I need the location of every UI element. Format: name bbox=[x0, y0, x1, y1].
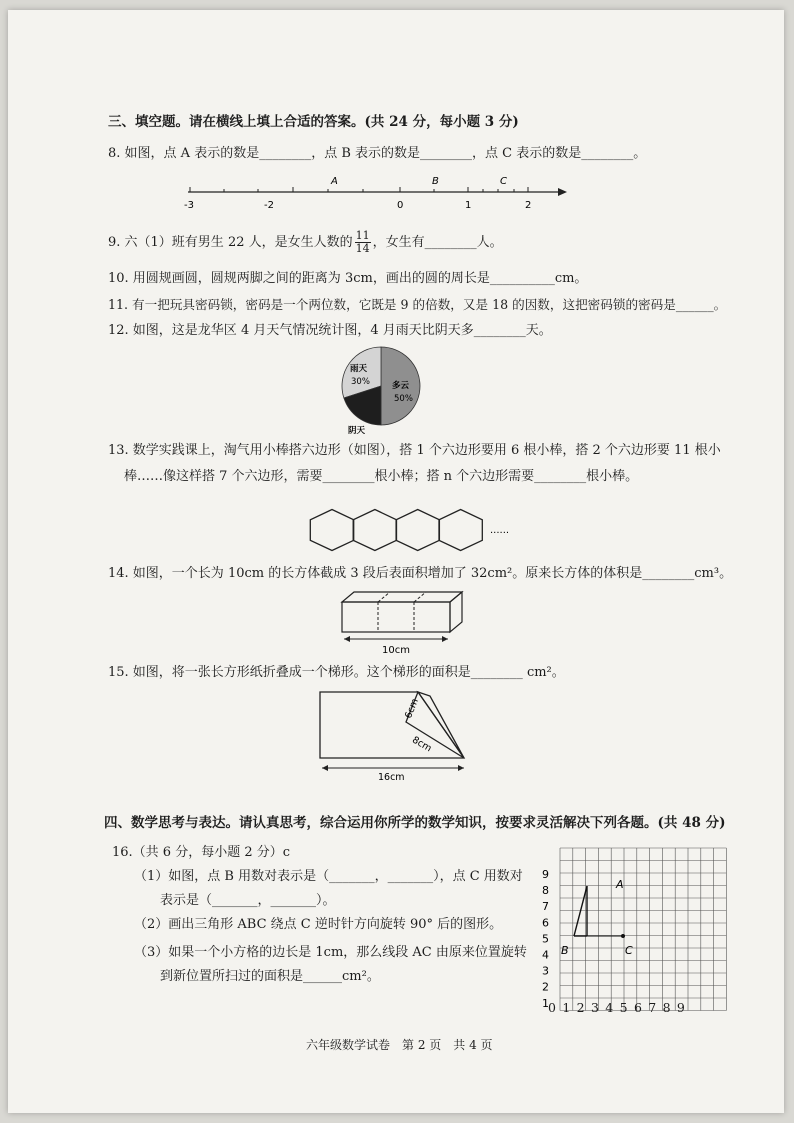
hexagon bbox=[439, 510, 482, 551]
cuboid-diagram bbox=[334, 586, 474, 658]
grid-x-labels: 0 1 2 3 4 5 6 7 8 9 bbox=[548, 1000, 687, 1015]
grid-y-label: 5 bbox=[542, 932, 549, 946]
q8-text: 8. 如图，点 A 表示的数是________，点 B 表示的数是________，点 C 表示的数是________。 bbox=[108, 146, 647, 161]
grid-y-label: 8 bbox=[542, 884, 549, 898]
weather-pie-chart bbox=[326, 344, 436, 434]
tick-label: 1 bbox=[465, 200, 472, 211]
q13-line2: 棒……像这样搭 7 个六边形，需要________根小棒；搭 n 个六边形需要________根小棒。 bbox=[124, 469, 639, 484]
grid-point-b: B bbox=[561, 944, 569, 957]
q16-part1b: 表示是（_______，_______）。 bbox=[160, 893, 336, 908]
rain-label: 雨天 bbox=[350, 364, 368, 374]
q12-text: 12. 如图，这是龙华区 4 月天气情况统计图，4 月雨天比阴天多________天。 bbox=[108, 323, 552, 338]
grid-y-label: 9 bbox=[542, 868, 549, 881]
grid-point-a: A bbox=[616, 878, 624, 891]
hexagon bbox=[396, 510, 439, 551]
q9-suffix: ，女生有________人。 bbox=[372, 235, 503, 250]
q14-text: 14. 如图，一个长为 10cm 的长方体截成 3 段后表面积增加了 32cm²。原来长方体的体积是________cm³。 bbox=[108, 566, 733, 581]
exam-page bbox=[8, 10, 784, 1113]
folded-trapezoid-diagram bbox=[314, 686, 484, 782]
cloudy-label: 多云 bbox=[392, 381, 410, 391]
q16-part1a: （1）如图，点 B 用数对表示是（_______，_______），点 C 用数对 bbox=[134, 869, 523, 884]
q16-part3b: 到新位置所扫过的面积是______cm²。 bbox=[160, 969, 380, 984]
cloudy-pct: 50% bbox=[394, 394, 413, 404]
grid-y-label: 3 bbox=[542, 964, 549, 978]
q11-text: 11. 有一把玩具密码锁，密码是一个两位数，它既是 9 的倍数，又是 18 的因数，这把密码锁的密码是______。 bbox=[108, 297, 727, 312]
tick-label: 2 bbox=[525, 200, 532, 211]
rain-pct: 30% bbox=[351, 377, 370, 387]
coordinate-grid bbox=[530, 838, 730, 1014]
q15-text: 15. 如图，将一张长方形纸折叠成一个梯形。这个梯形的面积是________ cm²。 bbox=[108, 665, 565, 680]
q9-fraction: $\frac{11}{14}$ bbox=[355, 229, 370, 255]
number-line bbox=[178, 170, 578, 218]
hexagon-ellipsis: ...... bbox=[490, 525, 510, 536]
q10-text: 10. 用圆规画圆，圆规两脚之间的距离为 3cm，画出的圆的周长是__________cm。 bbox=[108, 271, 588, 286]
grid-y-label: 2 bbox=[542, 980, 549, 994]
tick-label: -2 bbox=[264, 200, 274, 211]
point-a-label: A bbox=[331, 176, 338, 187]
q9-prefix: 9. 六（1）班有男生 22 人，是女生人数的 bbox=[108, 235, 353, 250]
point-c-label: C bbox=[500, 176, 507, 187]
label-6cm: 6cm bbox=[403, 697, 421, 721]
hexagon bbox=[353, 510, 396, 551]
q13-line1: 13. 数学实践课上，淘气用小棒搭六边形（如图），搭 1 个六边形要用 6 根小棒，搭 2 个六边形要 11 根小 bbox=[108, 443, 721, 458]
section3-heading: 三、填空题。请在横线上填上合适的答案。(共 24 分，每小题 3 分) bbox=[108, 114, 519, 130]
cuboid-length-label: 10cm bbox=[382, 645, 410, 656]
grid-y-label: 4 bbox=[542, 948, 549, 962]
section4-heading: 四、数学思考与表达。请认真思考，综合运用你所学的数学知识，按要求灵活解决下列各题。(共 48 分) bbox=[104, 815, 726, 831]
q16-part2: （2）画出三角形 ABC 绕点 C 逆时针方向旋转 90° 后的图形。 bbox=[134, 917, 503, 932]
grid-point-c: C bbox=[625, 944, 633, 957]
q16-part3a: （3）如果一个小方格的边长是 1cm，那么线段 AC 由原来位置旋转 bbox=[134, 945, 527, 960]
hexagon bbox=[310, 510, 353, 551]
grid-y-label: 6 bbox=[542, 916, 549, 930]
grid-y-label: 7 bbox=[542, 900, 549, 914]
q16-title: 16.（共 6 分，每小题 2 分）c bbox=[112, 845, 291, 860]
q9 bbox=[108, 228, 503, 258]
point-b-label: B bbox=[432, 176, 439, 187]
grid-y-label: 1 bbox=[542, 996, 549, 1010]
page-footer: 六年级数学试卷 第 2 页 共 4 页 bbox=[306, 1038, 493, 1052]
tick-label: 0 bbox=[397, 200, 404, 211]
overcast-label: 阴天 bbox=[348, 426, 366, 434]
hexagon-chain bbox=[294, 493, 534, 555]
label-16cm: 16cm bbox=[378, 772, 405, 782]
tick-label: -3 bbox=[184, 200, 194, 211]
label-8cm: 8cm bbox=[410, 734, 434, 755]
